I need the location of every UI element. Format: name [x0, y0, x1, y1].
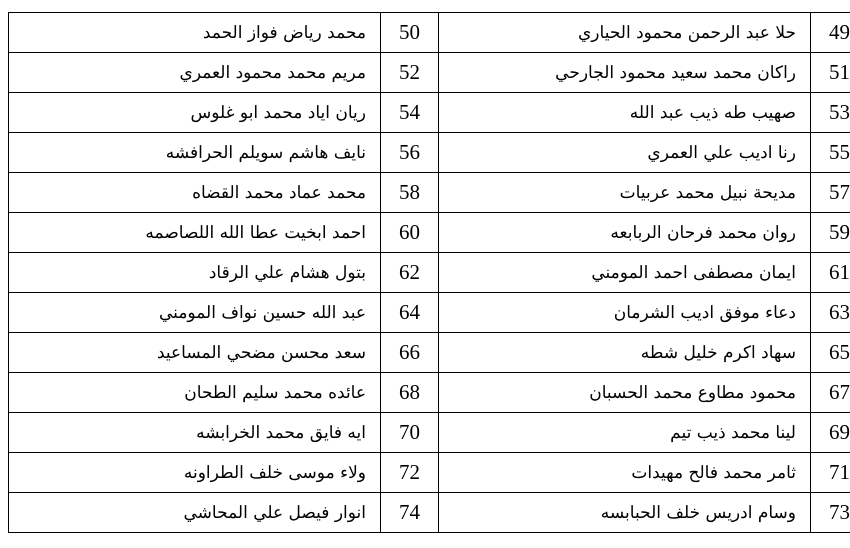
student-name: محمد رياض فواز الحمد — [9, 13, 381, 53]
student-name: سعد محسن مضحي المساعيد — [9, 333, 381, 373]
student-number: 57 — [811, 173, 850, 213]
student-name: مريم محمد محمود العمري — [9, 53, 381, 93]
student-name: لينا محمد ذيب تيم — [439, 413, 811, 453]
student-name: ايه فايق محمد الخرابشه — [9, 413, 381, 453]
student-name: ريان اياد محمد ابو غلوس — [9, 93, 381, 133]
student-name: ثامر محمد فالح مهيدات — [439, 453, 811, 493]
student-name: رنا اديب علي العمري — [439, 133, 811, 173]
names-table — [8, 12, 850, 533]
table-row — [9, 13, 850, 53]
table-row — [9, 453, 850, 493]
student-number: 51 — [811, 53, 850, 93]
student-number: 52 — [381, 53, 439, 93]
student-number: 61 — [811, 253, 850, 293]
student-number: 53 — [811, 93, 850, 133]
student-number: 69 — [811, 413, 850, 453]
student-name: دعاء موفق اديب الشرمان — [439, 293, 811, 333]
student-number: 60 — [381, 213, 439, 253]
student-name: نايف هاشم سويلم الحرافشه — [9, 133, 381, 173]
student-name: سهاد اكرم خليل شطه — [439, 333, 811, 373]
student-name: عبد الله حسين نواف المومني — [9, 293, 381, 333]
student-number: 54 — [381, 93, 439, 133]
table-row — [9, 333, 850, 373]
student-number: 58 — [381, 173, 439, 213]
student-name: ولاء موسى خلف الطراونه — [9, 453, 381, 493]
student-number: 70 — [381, 413, 439, 453]
student-number: 68 — [381, 373, 439, 413]
student-number: 65 — [811, 333, 850, 373]
student-number: 67 — [811, 373, 850, 413]
table-row — [9, 213, 850, 253]
table-row — [9, 293, 850, 333]
student-name: صهيب طه ذيب عبد الله — [439, 93, 811, 133]
table-row — [9, 173, 850, 213]
student-number: 62 — [381, 253, 439, 293]
student-name: محمود مطاوع محمد الحسبان — [439, 373, 811, 413]
student-number: 64 — [381, 293, 439, 333]
student-number: 73 — [811, 493, 850, 533]
table-row — [9, 413, 850, 453]
table-row — [9, 253, 850, 293]
student-number: 56 — [381, 133, 439, 173]
student-name: انوار فيصل علي المحاشي — [9, 493, 381, 533]
student-name: احمد ابخيت عطا الله اللصاصمه — [9, 213, 381, 253]
table-row — [9, 53, 850, 93]
names-table-body — [9, 13, 850, 533]
student-name: ايمان مصطفى احمد المومني — [439, 253, 811, 293]
student-name: مديحة نبيل محمد عربيات — [439, 173, 811, 213]
student-number: 74 — [381, 493, 439, 533]
student-number: 72 — [381, 453, 439, 493]
table-row — [9, 133, 850, 173]
student-number: 49 — [811, 13, 850, 53]
student-name: راكان محمد سعيد محمود الجارحي — [439, 53, 811, 93]
student-name: وسام ادريس خلف الحبابسه — [439, 493, 811, 533]
student-name: حلا عبد الرحمن محمود الحياري — [439, 13, 811, 53]
student-number: 71 — [811, 453, 850, 493]
student-name: روان محمد فرحان الربابعه — [439, 213, 811, 253]
student-name: عائده محمد سليم الطحان — [9, 373, 381, 413]
student-name: محمد عماد محمد القضاه — [9, 173, 381, 213]
student-number: 55 — [811, 133, 850, 173]
student-number: 63 — [811, 293, 850, 333]
student-name: بتول هشام علي الرقاد — [9, 253, 381, 293]
student-number: 59 — [811, 213, 850, 253]
student-number: 66 — [381, 333, 439, 373]
table-row — [9, 93, 850, 133]
student-number: 50 — [381, 13, 439, 53]
table-row — [9, 493, 850, 533]
table-row — [9, 373, 850, 413]
